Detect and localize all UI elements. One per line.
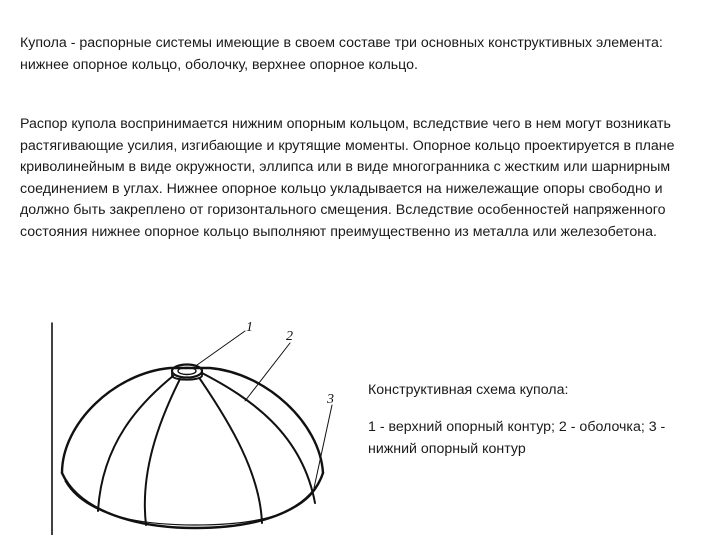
bottom-ring [62, 473, 323, 528]
figure-caption-title: Конструктивная схема купола: [368, 382, 569, 398]
rib-right [202, 373, 315, 503]
rib-center [145, 379, 180, 525]
top-ring [172, 365, 202, 378]
rib-front [200, 379, 262, 523]
dome-outline [62, 368, 323, 473]
rib-left [98, 376, 173, 511]
intro-paragraph: Купола - распорные системы имеющие в своем составе три основных конструктивных элемента: нижнее опорное кольцо, оболочку, верхнее опорное кольцо. [20, 35, 663, 73]
figure-caption-legend: 1 - верхний опорный контур; 2 - оболочка; 3 - нижний опорный контур [368, 419, 666, 457]
label-top-ring: 1 [246, 320, 253, 335]
dome-diagram [40, 313, 355, 535]
thrust-paragraph: Распор купола воспринимается нижним опорным кольцом, вследствие чего в нем могут возникать растягивающие усилия, изгибающие и крутящие моменты. Опорное кольцо проектируется в плане криволинейным в виде окружности, эллипса или в виде многогранника с жестким или шарнирным соединением в углах. Нижнее опорное кольцо укладывается на нижележащие опоры свободно и должно быть закреплено от горизонтального смещения. Вследствие особенностей напряженного состояния нижнее опорное кольцо выполняют преимущественно из металла или железобетона. [20, 116, 675, 240]
leader-1 [197, 331, 245, 365]
label-shell: 2 [286, 329, 293, 344]
leader-2 [245, 343, 290, 401]
label-bottom-ring: 3 [327, 392, 334, 407]
bottom-ring-inner [65, 481, 320, 525]
